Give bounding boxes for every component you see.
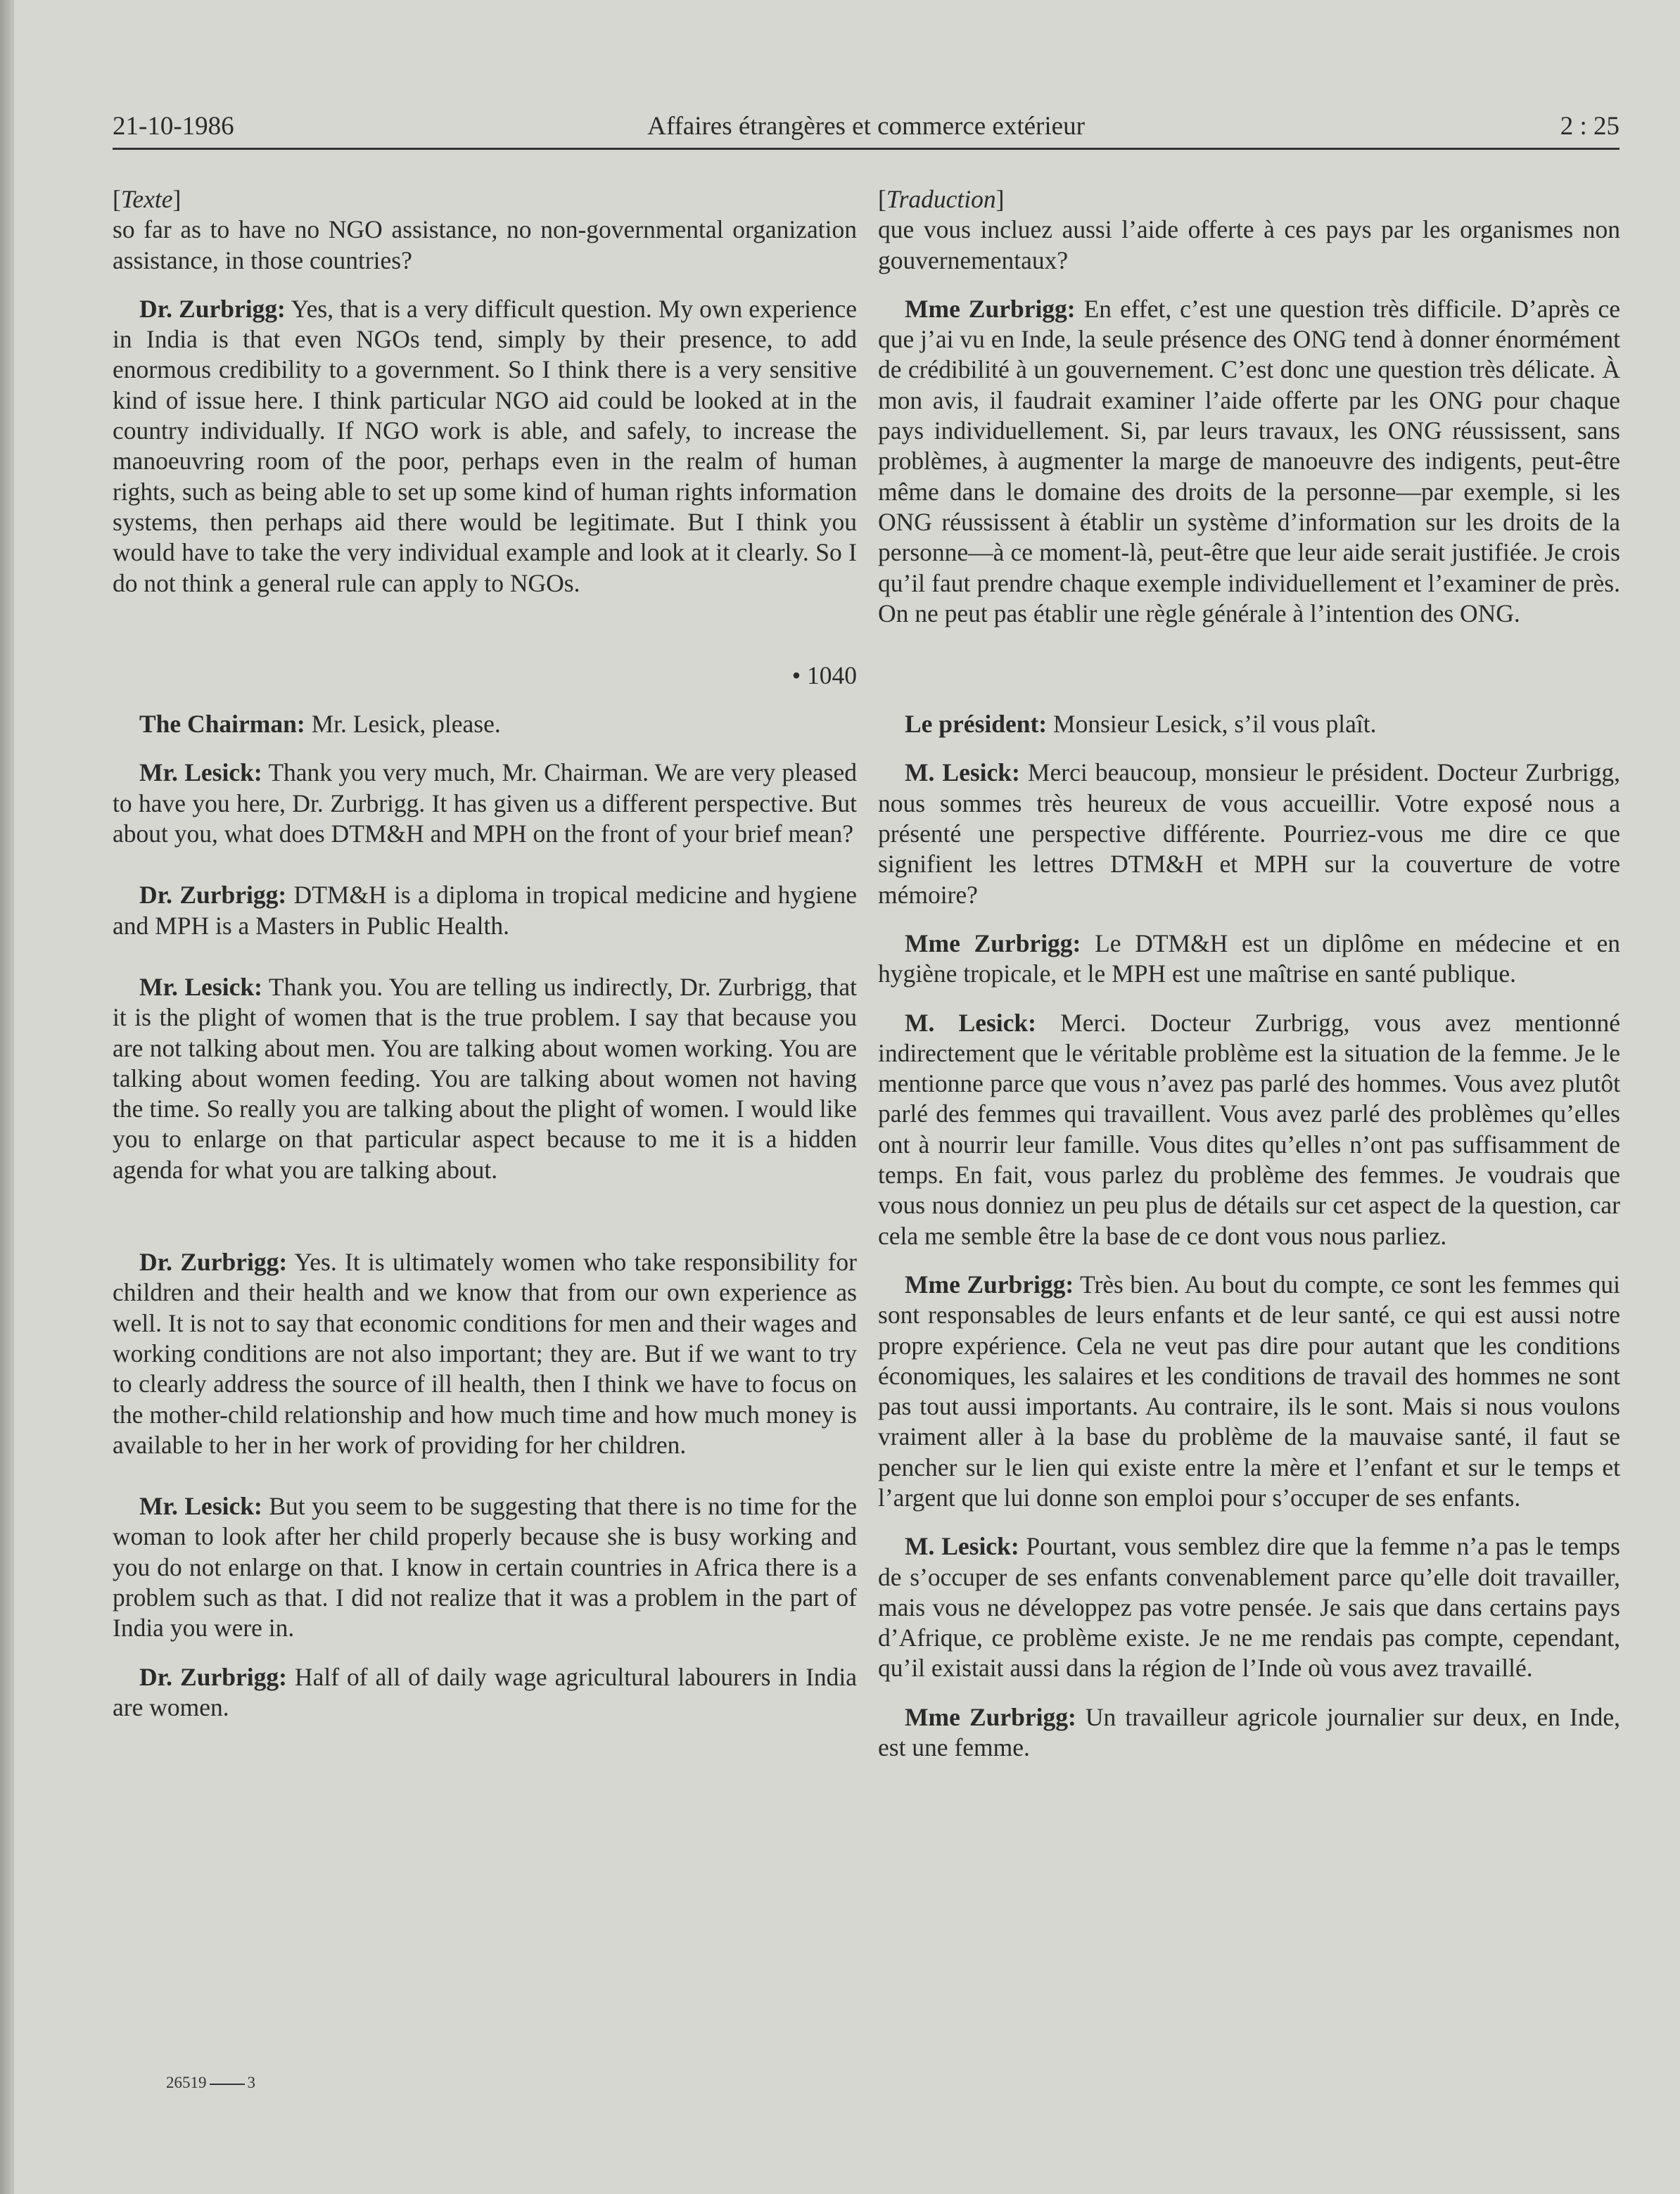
speaker-name: Mr. Lesick: <box>139 758 262 787</box>
statement-text: Le DTM&H est un diplôme en médecine et en hygiène tropicale, et le MPH est une maîtrise en santé publique. <box>878 929 1621 988</box>
statement-text: Merci. Docteur Zurbrigg, vous avez mentionné indirectement que le véritable problème est la situation de la femme. Je le mentionne parce que vous n’avez pas parlé des hommes. Vous avez plutôt parlé des femmes qui travaillent. Vous avez parlé des problèmes qu’elles ont à nourrir leur famille. Vous dites qu’elles n’ont pas suffisamment de temps. En fait, vous parlez du problème des femmes. Je voudrais que vous nous donniez un peu plus de détails sur cet aspect de la question, car cela me semble être la base de ce dont vous nous parliez. <box>878 1008 1620 1250</box>
speaker-name: M. Lesick: <box>905 1008 1036 1037</box>
statement-text: Yes, that is a very difficult question. My own experience in India is that even NGOs tend, simply by their presence, to add enormous credibility to a government. So I think there is a very sensitive kind of issue here. I think particular NGO aid could be looked at in the country individually. If NGO work is able, and safely, to increase the manoeuvring room of the poor, perhaps even in the realm of human rights, such as being able to set up some kind of human rights information systems, then perhaps aid there would be legitimate. But I think you would have to take the very individual example and look at it clearly. So I do not think a general rule can apply to NGOs. <box>113 294 858 597</box>
speaker-name: Mme Zurbrigg: <box>905 1702 1076 1731</box>
statement-lesick-women <box>113 972 857 1185</box>
time-marker: • 1040 <box>791 661 857 689</box>
statement-text: Monsieur Lesick, s’il vous plaît. <box>1047 710 1377 739</box>
statement-text: DTM&H is a diploma in tropical medicine and hygiene and MPH is a Masters in Public Health. <box>113 881 857 940</box>
speaker-name: Dr. Zurbrigg: <box>139 1248 288 1277</box>
statement-text: Un travailleur agricole journalier sur deux, en Inde, est une femme. <box>878 1702 1620 1762</box>
statement-zurbrigg-women <box>878 1270 1620 1513</box>
statement-text: Thank you. You are telling us indirectly, Dr. Zurbrigg, that it is the plight of women that is the true problem. I say that because you are not talking about men. You are talking about women working. You are talking about women feeding. You are talking about women not having the time. So really you are talking about the plight of women. I would like you to enlarge on that particular aspect because to me it is a hidden agenda for what you are talking about. <box>113 972 857 1184</box>
statement-text: Thank you very much, Mr. Chairman. We are very pleased to have you here, Dr. Zurbrigg. It has given us a different perspective. But about you, what does DTM&H and MPH on the front of your brief mean? <box>113 758 857 848</box>
print-code-footer <box>166 2074 255 2092</box>
statement-zurbrigg-diploma <box>113 880 857 941</box>
statement-text: Merci beaucoup, monsieur le président. Docteur Zurbrigg, nous sommes très heureux de vous accueillir. Votre exposé nous a présenté une perspective différente. Pourriez-vous me dire ce que signifient les lettres DTM&H et MPH sur la couverture de votre mémoire? <box>878 758 1620 909</box>
speaker-name: Dr. Zurbrigg: <box>139 881 287 910</box>
statement-text: Half of all of daily wage agricultural labourers in India are women. <box>113 1662 858 1721</box>
language-label-traduction: [Traduction] <box>878 185 1005 213</box>
statement-text: Très bien. Au bout du compte, ce sont les femmes qui sont responsables de leurs enfants et de leur santé, ce qui est aussi notre propre expérience. Cela ne veut pas dire pour autant que les conditions économiques, les salaires et les conditions de travail des hommes ne sont pas tout aussi importants. Au contraire, ils le sont. Mais si nous voulons vraiment aller à la base du problème de la mauvaise santé, il faut se pencher sur le lien qui existe entre la mère et l’enfant et sur le temps et l’argent que lui donne son emploi pour s’occuper de ses enfants. <box>878 1270 1620 1512</box>
speaker-name: M. Lesick: <box>905 758 1020 787</box>
continued-paragraph: que vous incluez aussi l’aide offerte à ces pays par les organismes non gouvernementaux? <box>878 215 1620 274</box>
speaker-name: Mr. Lesick: <box>139 972 262 1001</box>
statement-text: En effet, c’est une question très difficile. D’après ce que j’ai vu en Inde, la seule présence des ONG tend à donner énormément de crédibilité à un gouvernement. C’est donc une question très délicate. À mon avis, il faudrait examiner l’aide offerte par les ONG pour chaque pays individuellement. Si, par leurs travaux, les ONG réussissent, sans problèmes, à augmenter la marge de manoeuvre des indigents, peut-être même dans le domaine des droits de la personne—par exemple, si les ONG réussissent à établir un système d’information sur les droits de la personne—à ce moment-là, peut-être que leur aide serait justifiée. Je crois qu’il faut prendre chaque exemple individuellement et l’examiner de près. On ne peut pas établir une règle générale à l’intention des ONG. <box>878 294 1620 627</box>
statement-text: Yes. It is ultimately women who take responsibility for children and their health and we know that from our own experience as well. It is not to say that economic conditions for men and their wages and working conditions are not also important; they are. But if we want to try to clearly address the source of ill health, then I think we have to focus on the mother-child relationship and how much time and how much money is available to her in her work of providing for her children. <box>113 1248 857 1459</box>
statement-zurbrigg-labourers <box>878 1702 1620 1764</box>
statement-zurbrigg-ngo <box>878 294 1620 629</box>
speaker-name: Le président: <box>905 710 1048 739</box>
statement-text: Mr. Lesick, please. <box>305 710 501 739</box>
print-sheet-number: 3 <box>247 2074 255 2091</box>
statement-text: But you seem to be suggesting that there is no time for the woman to look after her child properly because she is busy working and you do not enlarge on that. I know in certain countries in Africa there is a problem such as that. I did not realize that it was a problem in the part of India you were in. <box>113 1492 857 1643</box>
statement-zurbrigg-labourers <box>113 1662 857 1723</box>
language-label-texte: [Texte] <box>113 185 182 213</box>
header-title: Affaires étrangères et commerce extérieur <box>647 112 1085 141</box>
page-binding-edge <box>0 0 14 2194</box>
page-header <box>113 111 1619 150</box>
statement-lesick-women <box>878 1008 1620 1251</box>
speaker-name: Dr. Zurbrigg: <box>139 1662 287 1691</box>
continued-paragraph: so far as to have no NGO assistance, no non-governmental organization assistance, in those countries? <box>113 215 857 274</box>
statement-zurbrigg-ngo <box>113 294 857 599</box>
statement-zurbrigg-diploma <box>878 929 1620 990</box>
french-column <box>878 184 1620 1763</box>
statement-lesick-time <box>878 1531 1620 1683</box>
header-date: 21-10-1986 <box>113 112 234 141</box>
statement-lesick-time <box>113 1491 857 1643</box>
speaker-name: Mme Zurbrigg: <box>905 1270 1074 1299</box>
statement-chairman <box>113 709 857 739</box>
speaker-name: Mme Zurbrigg: <box>905 294 1076 323</box>
statement-lesick-question <box>113 758 857 849</box>
statement-lesick-question <box>878 758 1620 910</box>
document-page <box>14 0 1680 2194</box>
header-page-number: 2 : 25 <box>1560 112 1619 141</box>
footer-dash <box>210 2084 245 2085</box>
statement-zurbrigg-women <box>113 1247 857 1460</box>
speaker-name: M. Lesick: <box>905 1532 1019 1561</box>
speaker-name: Dr. Zurbrigg: <box>139 294 286 323</box>
statement-chairman <box>878 709 1620 739</box>
speaker-name: The Chairman: <box>139 710 305 739</box>
speaker-name: Mr. Lesick: <box>139 1492 262 1521</box>
english-column <box>113 184 857 1723</box>
statement-text: Pourtant, vous semblez dire que la femme n’a pas le temps de s’occuper de ses enfants convenablement parce qu’elle doit travailler, mais vous ne développez pas votre pensée. Je sais que dans certains pays d’Afrique, ce problème existe. Je ne me rendais pas compte, cependant, qu’il existait aussi dans la région de l’Inde où vous avez travaillé. <box>878 1532 1620 1683</box>
print-code: 26519 <box>166 2074 207 2091</box>
speaker-name: Mme Zurbrigg: <box>905 929 1081 957</box>
